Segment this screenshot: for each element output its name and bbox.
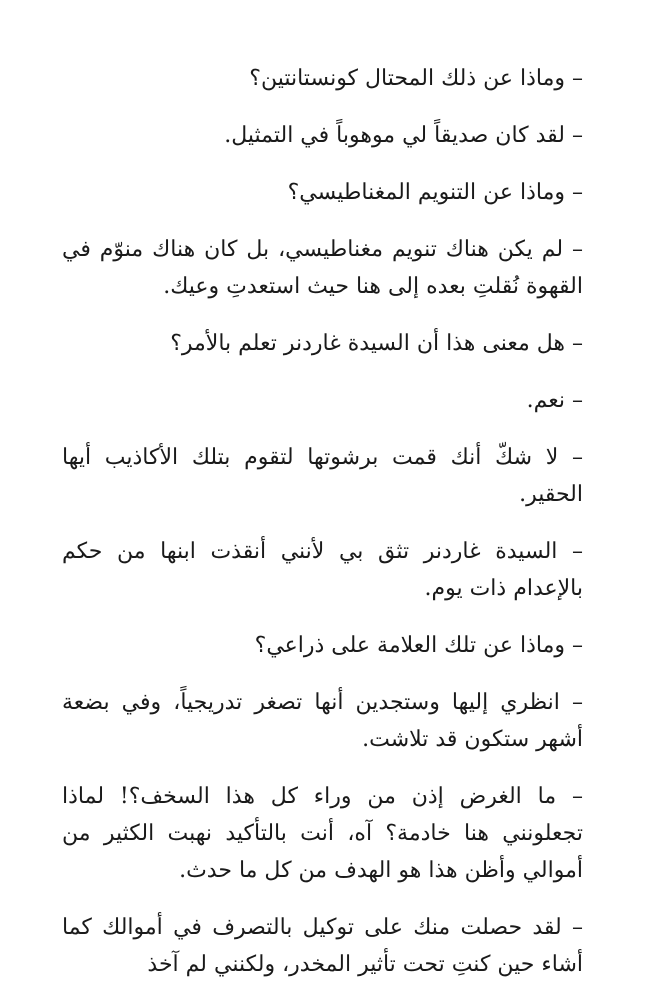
dialogue-paragraph: – وماذا عن التنويم المغناطيسي؟: [287, 180, 583, 205]
dialogue-paragraph: – وماذا عن ذلك المحتال كونستانتين؟: [249, 66, 583, 91]
dialogue-paragraph: – نعم.: [526, 388, 583, 413]
dialogue-paragraph: – ما الغرض إذن من وراء كل هذا السخف؟! لماذا تجعلونني هنا خادمة؟ آه، أنت بالتأكيد نهبت الكثير من أموالي وأظن هذا هو الهدف من كل ما حدث.: [62, 784, 583, 883]
dialogue-paragraph: – لقد حصلت منك على توكيل بالتصرف في أموالك كما أشاء حين كنتِ تحت تأثير المخدر، ولكنني لم آخذ: [62, 915, 583, 977]
dialogue-paragraph: – هل معنى هذا أن السيدة غاردنر تعلم بالأمر؟: [170, 331, 583, 356]
dialogue-paragraph: – انظري إليها وستجدين أنها تصغر تدريجياً، وفي بضعة أشهر ستكون قد تلاشت.: [62, 690, 583, 752]
dialogue-paragraph: – السيدة غاردنر تثق بي لأنني أنقذت ابنها من حكم بالإعدام ذات يوم.: [62, 539, 583, 601]
dialogue-paragraph: – لم يكن هناك تنويم مغناطيسي، بل كان هناك منوّم في القهوة نُقلتِ بعده إلى هنا حيث استعدتِ وعيك.: [62, 237, 583, 299]
dialogue-paragraph: – لا شكّ أنك قمت برشوتها لتقوم بتلك الأكاذيب أيها الحقير.: [62, 445, 583, 507]
dialogue-paragraph: – وماذا عن تلك العلامة على ذراعي؟: [254, 633, 583, 658]
dialogue-paragraph: – لقد كان صديقاً لي موهوباً في التمثيل.: [224, 123, 583, 148]
